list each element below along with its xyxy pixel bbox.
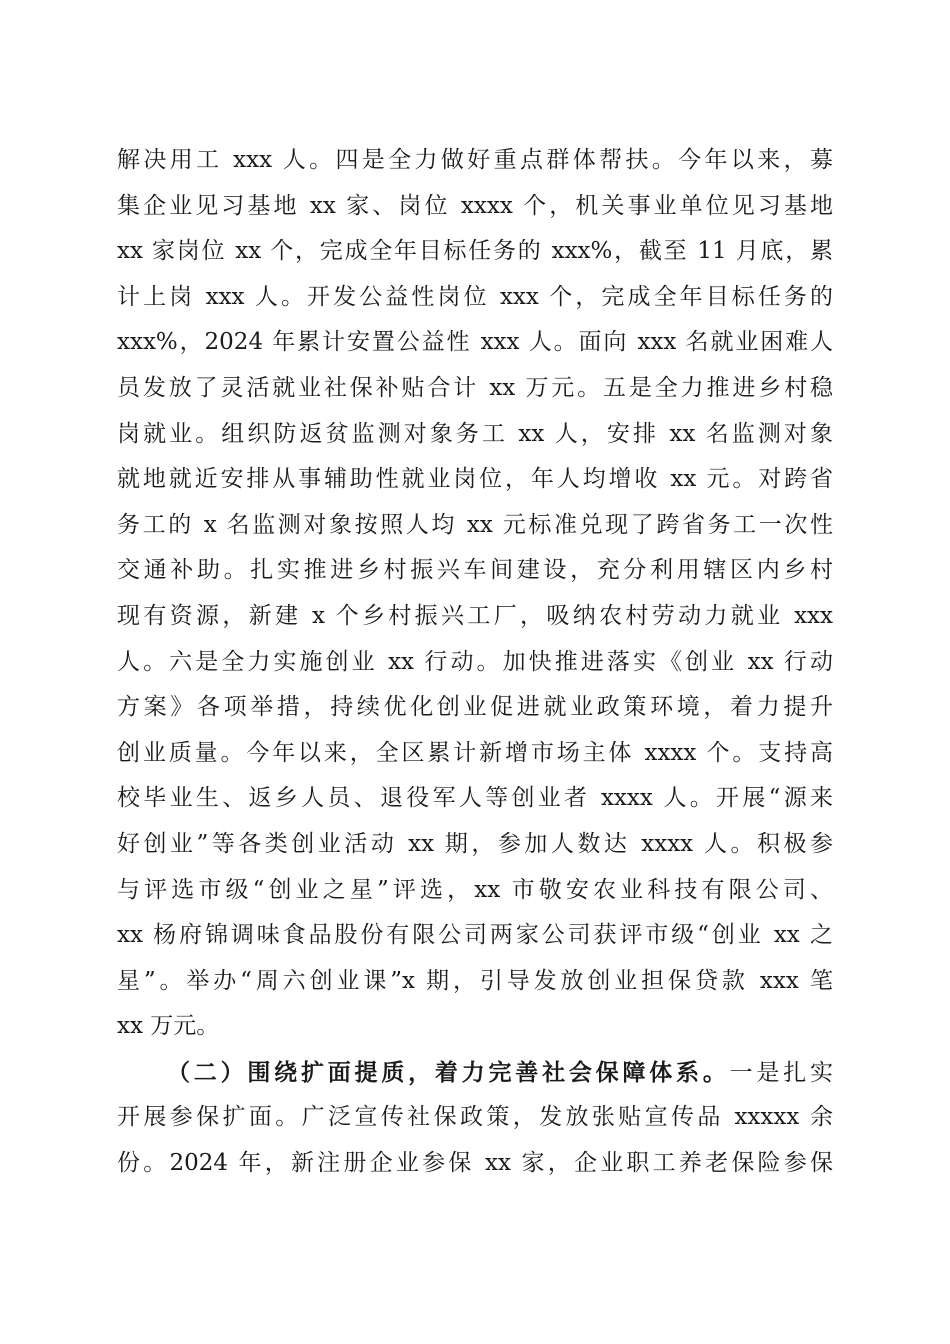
paragraph-line: 校毕业生、返乡人员、退役军人等创业者 xxxx 人。开展“源来 (117, 785, 833, 812)
document-body (117, 138, 833, 1187)
paragraph-line: xx 家岗位 xx 个，完成全年目标任务的 xxx%，截至 11 月底，累 (117, 238, 833, 265)
paragraph-line: 解决用工 xxx 人。四是全力做好重点群体帮扶。今年以来，募 (117, 147, 833, 173)
paragraph-line: 好创业”等各类创业活动 xx 期，参加人数达 xxxx 人。积极参 (117, 830, 833, 857)
paragraph-line: 份。2024 年，新注册企业参保 xx 家，企业职工养老保险参保 (117, 1150, 833, 1177)
section-heading-line (117, 1050, 833, 1096)
paragraph-line: xx 杨府锦调味食品股份有限公司两家公司获评市级“创业 xx 之 (117, 922, 833, 949)
paragraph-line: 务工的 x 名监测对象按照人均 xx 元标准兑现了跨省务工一次性 (117, 511, 833, 538)
paragraph-line: 岗就业。组织防返贫监测对象务工 xx 人，安排 xx 名监测对象 (117, 420, 833, 447)
section-heading: （二）围绕扩面提质，着力完善社会保障体系。 (167, 1058, 730, 1086)
paragraph-line: 就地就近安排从事辅助性就业岗位，年人均增收 xx 元。对跨省 (117, 466, 833, 493)
paragraph-line: 创业质量。今年以来，全区累计新增市场主体 xxxx 个。支持高 (117, 739, 833, 766)
paragraph-line: 方案》各项举措，持续优化创业促进就业政策环境，着力提升 (117, 694, 833, 721)
paragraph-line: 开展参保扩面。广泛宣传社保政策，发放张贴宣传品 xxxxx 余 (117, 1104, 833, 1131)
paragraph-line: xx 万元。 (117, 1013, 220, 1040)
section-heading-rest: 一是扎实 (729, 1059, 834, 1086)
paragraph-line: 人。六是全力实施创业 xx 行动。加快推进落实《创业 xx 行动 (117, 648, 833, 675)
paragraph-line: 星”。举办“周六创业课”x 期，引导发放创业担保贷款 xxx 笔 (117, 967, 833, 994)
paragraph-line: 与评选市级“创业之星”评选，xx 市敬安农业科技有限公司、 (117, 876, 833, 903)
paragraph-line: 现有资源，新建 x 个乡村振兴工厂，吸纳农村劳动力就业 xxx (117, 602, 833, 629)
paragraph-line: 员发放了灵活就业社保补贴合计 xx 万元。五是全力推进乡村稳 (117, 374, 833, 401)
paragraph-line: 计上岗 xxx 人。开发公益性岗位 xxx 个，完成全年目标任务的 (117, 283, 833, 310)
paragraph-line: 集企业见习基地 xx 家、岗位 xxxx 个，机关事业单位见习基地 (117, 192, 833, 219)
paragraph-line: 交通补助。扎实推进乡村振兴车间建设，充分利用辖区内乡村 (117, 557, 833, 584)
paragraph-line: xxx%，2024 年累计安置公益性 xxx 人。面向 xxx 名就业困难人 (117, 329, 833, 356)
